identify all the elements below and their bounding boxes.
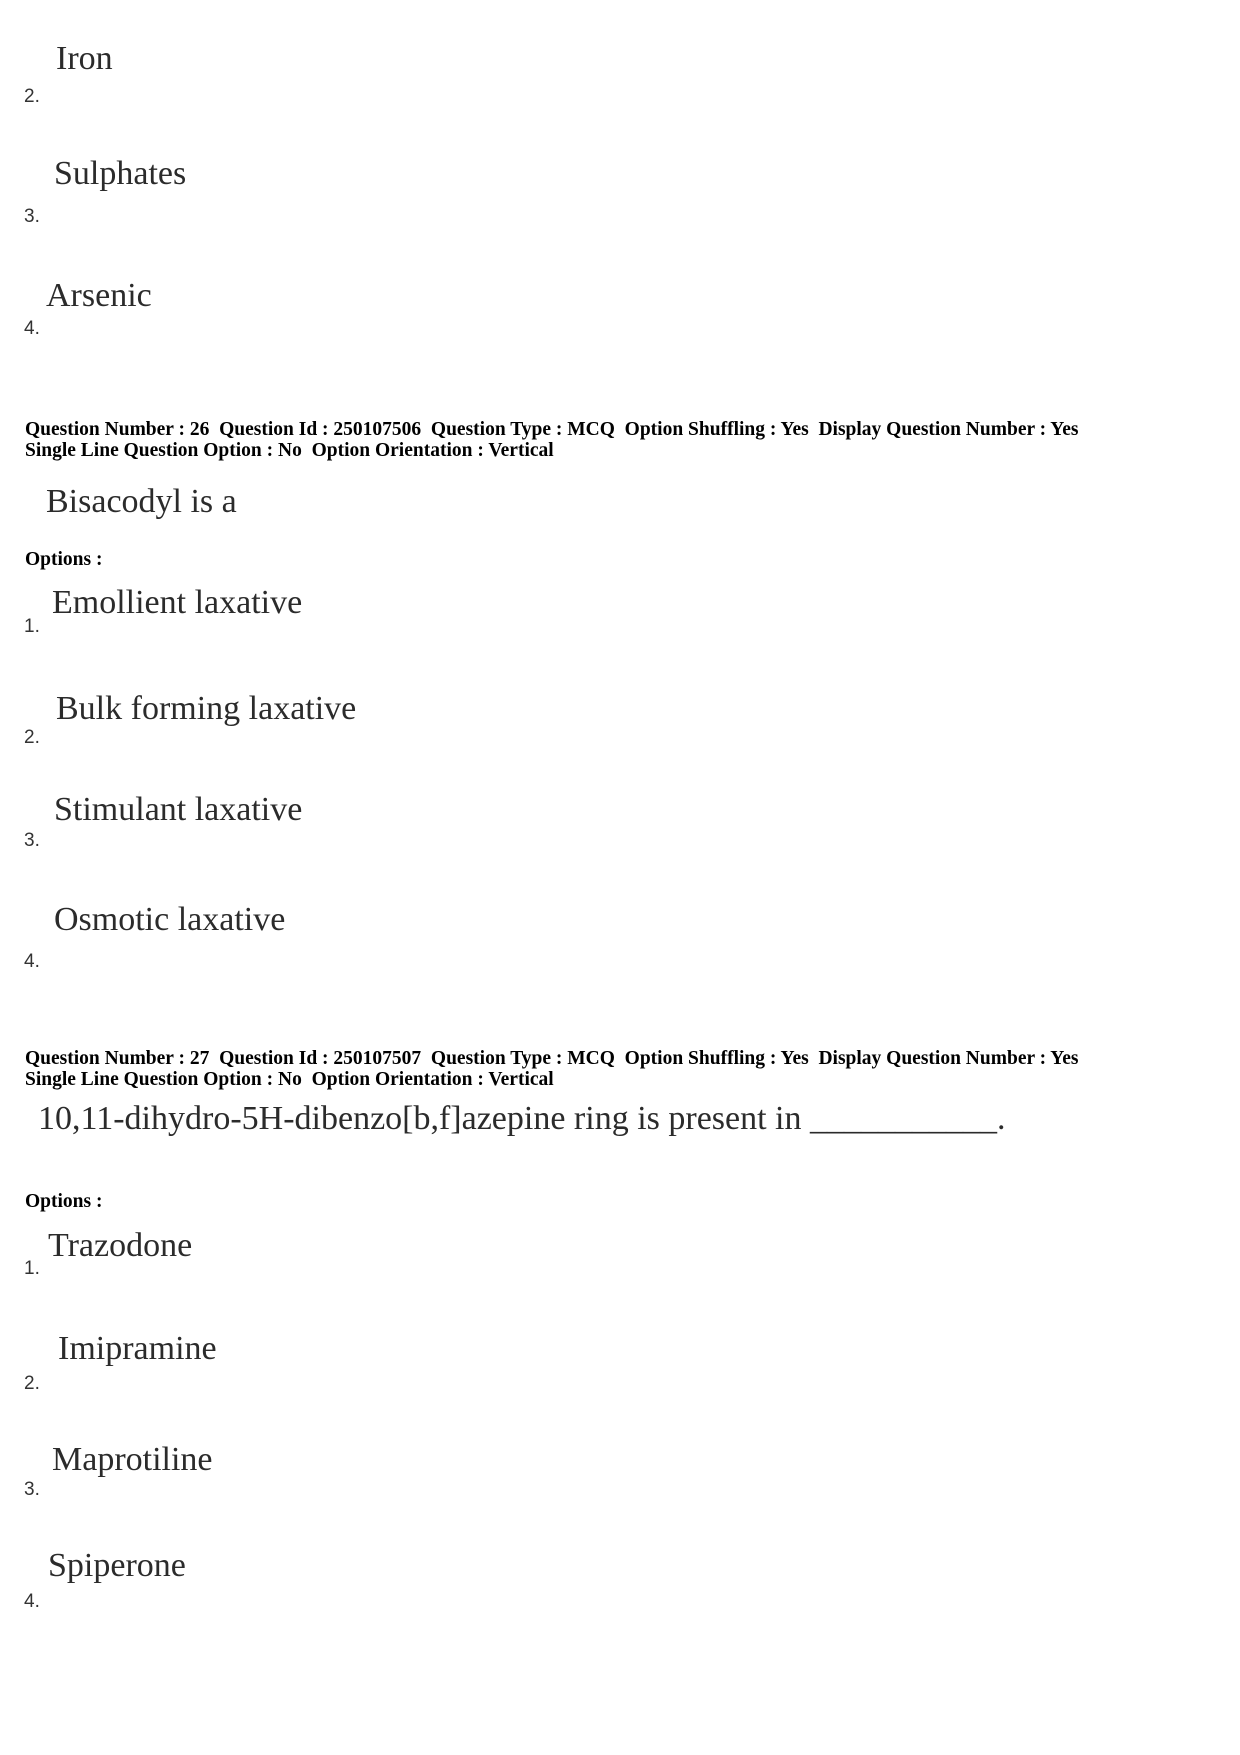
option-number: 2. [24,1373,40,1394]
question-meta-line1: Question Number : 26 Question Id : 250107506 Question Type : MCQ Option Shuffling : Yes Display Question Number : Yes [25,419,1079,440]
question-text: 10,11-dihydro-5H-dibenzo[b,f]azepine ring is present in ___________. [38,1100,1006,1137]
option-text: Sulphates [54,155,187,192]
question-meta-line2: Single Line Question Option : No Option Orientation : Vertical [25,440,554,461]
question-meta-line1: Question Number : 27 Question Id : 250107507 Question Type : MCQ Option Shuffling : Yes Display Question Number : Yes [25,1048,1079,1069]
option-number: 3. [24,830,40,851]
option-number: 3. [24,206,40,227]
option-text: Bulk forming laxative [56,690,357,727]
option-text: Stimulant laxative [54,791,303,828]
question-meta [25,419,1078,461]
question-text: Bisacodyl is a [46,483,237,520]
option-number: 2. [24,727,40,748]
option-number: 1. [24,1258,40,1279]
options-label: Options : [25,1191,103,1212]
question-meta [25,1048,1078,1090]
option-text: Arsenic [46,277,152,314]
option-number: 4. [24,318,40,339]
options-label: Options : [25,549,103,570]
option-number: 3. [24,1479,40,1500]
option-text: Iron [56,40,113,77]
option-text: Spiperone [48,1547,186,1584]
option-text: Maprotiline [52,1441,213,1478]
option-number: 2. [24,86,40,107]
option-text: Imipramine [58,1330,217,1367]
option-text: Emollient laxative [52,584,303,621]
option-number: 4. [24,951,40,972]
option-number: 4. [24,1591,40,1612]
question-meta-line2: Single Line Question Option : No Option Orientation : Vertical [25,1069,554,1090]
option-number: 1. [24,616,40,637]
option-text: Trazodone [48,1227,193,1264]
option-text: Osmotic laxative [54,901,286,938]
